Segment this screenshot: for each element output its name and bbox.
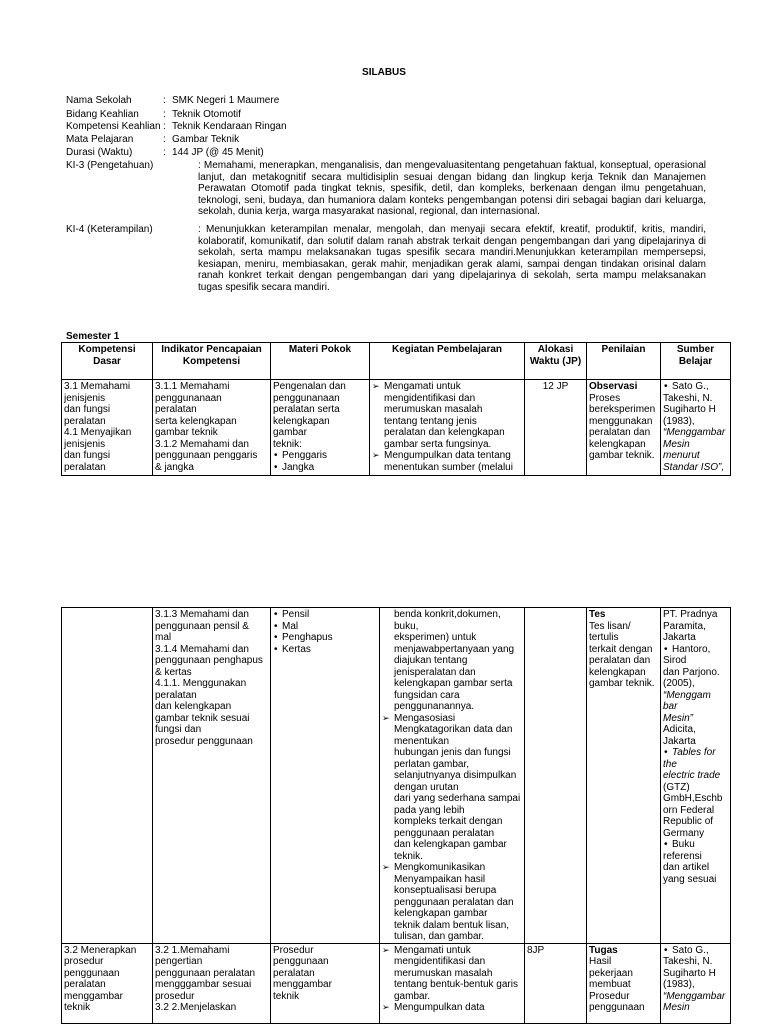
- cell-ipk: [153, 380, 271, 476]
- text-line: dan kelengkapan gambar: [394, 839, 507, 850]
- text-line: Prosedur: [273, 944, 314, 956]
- silabus-table-part2: [61, 607, 731, 1024]
- table-header-row: [62, 343, 731, 380]
- text-line: PT. Pradnya: [663, 609, 718, 620]
- text-line: jenisperalatan dan: [394, 666, 476, 678]
- text-line: pekerjaan: [589, 967, 633, 979]
- list-item: [382, 1002, 522, 1014]
- info-label: Durasi (Waktu): [66, 147, 133, 158]
- text-line: & jangka: [155, 461, 194, 473]
- text-line: Sirod: [663, 655, 687, 666]
- text-line: teknik:: [273, 438, 302, 450]
- cell-kegiatan: [380, 943, 525, 1023]
- text-line: 3.2 2.Menjelaskan: [155, 1002, 237, 1013]
- text-line: mengidentifikasi dan: [384, 392, 476, 404]
- info-value: Teknik Kendaraan Ringan: [172, 121, 287, 132]
- info-value: 144 JP (@ 45 Menit): [172, 147, 264, 158]
- text-line: “Menggam bar: [663, 689, 711, 712]
- ki3-text: : Memahami, menerapkan, menganalisis, dan mengevaluasitentang pengetahuan faktual, konseptual, operasional lanjut, dan metakognitif secara multidisiplin sesuai dengan bidang dan lingkup kerja Teknik dan Manajemen Perawatan Otomotif pada tingkat teknis, spesifik, detil, dan kompleks, berkenaan dengan ilmu pengetahuan, teknologi, seni, budaya, dan humaniora dalam konteks pengembangan potensi diri sebagai bagian dari keluarga, sekolah, dunia kerja, warga masyarakat nasional, regional, dan internasional.: [198, 160, 706, 217]
- text-line: penggunaan penggaris: [155, 450, 258, 461]
- text-line: penggunaan peralatan: [394, 827, 495, 839]
- text-line: penggunaan pensil &: [155, 620, 249, 632]
- text-line: Tugas: [589, 944, 618, 956]
- list-item: [382, 862, 522, 943]
- text-line: kelengkapan gambar: [394, 908, 488, 919]
- text-line: kelengkapan: [589, 438, 646, 450]
- text-line: kelengkapan: [273, 415, 330, 427]
- text-line: peralatan: [64, 415, 106, 427]
- bullet-list: [663, 945, 728, 957]
- cell-sumber: [661, 943, 731, 1023]
- list-item: [372, 450, 522, 473]
- text-line: the: [663, 758, 677, 770]
- page-title: SILABUS: [362, 67, 406, 78]
- text-line: gambar teknik.: [589, 450, 655, 461]
- text-line: “Menggambar: [663, 990, 726, 1002]
- cell-penilaian: [587, 608, 661, 944]
- text-line: penggunaan penghapus: [155, 655, 263, 666]
- text-line: 3.1.1 Memahami: [155, 381, 230, 392]
- text-line: gambar: [273, 427, 307, 438]
- info-value: Gambar Teknik: [172, 134, 240, 145]
- text-line: pada yang lebih: [394, 804, 465, 816]
- info-label: Nama Sekolah: [66, 95, 132, 106]
- cell-alokasi: [525, 608, 587, 944]
- text-line: penggunaan: [273, 956, 329, 967]
- text-line: konseptualisasi berupa: [394, 885, 497, 896]
- list-item: • Pensil: [273, 609, 377, 621]
- text-line: eksperimen) untuk: [394, 632, 477, 643]
- text-line: ➢ Mengumpulkan data tentang: [384, 450, 511, 461]
- text-line: Jakarta: [663, 632, 696, 643]
- text-line: (1983),: [663, 979, 695, 990]
- header-materi: Materi Pokok: [271, 343, 370, 380]
- text-line: referensi: [663, 850, 702, 862]
- cell-materi: [271, 943, 380, 1023]
- header-ipk: Indikator Pencapaian Kompetensi: [153, 343, 271, 380]
- info-colon: :: [163, 109, 166, 120]
- ki3-label: KI-3 (Pengetahuan): [66, 160, 154, 171]
- text-line: GmbH,Eschb: [663, 793, 723, 804]
- text-line: Proses: [589, 392, 621, 404]
- text-line: Adicita,: [663, 724, 696, 735]
- list-item: • Sato G.,: [663, 381, 728, 393]
- cell-alokasi: 8JP: [525, 943, 587, 1023]
- text-line: menggambar: [273, 979, 332, 990]
- text-line: selanjutnyanya disimpulkan: [394, 770, 517, 781]
- list-item: • Penggaris: [273, 450, 367, 462]
- text-line: menggambar: [64, 990, 123, 1002]
- text-line: (1983),: [663, 415, 695, 427]
- text-line: dari yang sederhana sampai: [394, 793, 521, 804]
- cell-penilaian: [587, 943, 661, 1023]
- text-line: 3.1 Memahami: [64, 381, 131, 392]
- list-item: • Kertas: [273, 644, 377, 656]
- text-line: Pengenalan dan: [273, 381, 346, 392]
- text-line: menentukan: [394, 735, 450, 747]
- text-line: penggunanaan: [273, 392, 340, 404]
- text-line: Tes: [589, 609, 606, 620]
- text-line: pengertian: [155, 956, 203, 967]
- text-line: penggunaan: [589, 1002, 645, 1013]
- text-line: Republic of: [663, 816, 714, 827]
- text-line: mengggambar sesuai: [155, 979, 252, 990]
- text-line: merumuskan masalah: [384, 404, 483, 415]
- list-item: • Hantoro,: [663, 644, 728, 656]
- text-line: “Menggambar: [663, 427, 726, 438]
- list-item: [382, 945, 522, 1003]
- list-item: • Buku: [663, 839, 728, 851]
- text-line: teknik dalam bentuk lisan,: [394, 919, 510, 931]
- text-line: 3.1.3 Memahami dan: [155, 609, 249, 620]
- info-label: Mata Pelajaran: [66, 134, 134, 145]
- text-line: teknik: [273, 990, 300, 1002]
- text-line: peralatan: [64, 979, 106, 990]
- info-label: Bidang Keahlian: [66, 109, 139, 120]
- header-kegiatan: Kegiatan Pembelajaran: [370, 343, 525, 380]
- text-line: Prosedur: [589, 990, 630, 1002]
- text-line: kelengkapan gambar serta: [394, 678, 513, 689]
- text-line: gambar serta fungsinya.: [384, 438, 492, 450]
- text-line: perlatan gambar,: [394, 758, 470, 770]
- cell-penilaian: [587, 380, 661, 476]
- text-line: ➢ Mengamati untuk: [384, 381, 461, 392]
- list-item: [382, 713, 522, 863]
- cell-kegiatan: [370, 380, 525, 476]
- text-line: benda konkrit,dokumen, buku,: [394, 609, 501, 632]
- text-line: dan fungsi: [64, 404, 111, 415]
- list-item: [372, 381, 522, 450]
- text-line: tentang bentuk-bentuk garis: [394, 979, 518, 990]
- silabus-table-part1: [61, 342, 731, 476]
- text-line: serta kelengkapan: [155, 415, 237, 427]
- text-line: jenisjenis: [64, 392, 106, 404]
- list-item: • Jangka: [273, 462, 367, 474]
- arrow-list: [382, 945, 522, 1014]
- cell-ipk: [153, 943, 271, 1023]
- text-line: mengidentifikasi dan: [394, 956, 486, 967]
- text-line: yang sesuai: [663, 873, 717, 885]
- cell-kd: [62, 608, 153, 944]
- cell-materi: [271, 380, 370, 476]
- list-item: • Penghapus: [273, 632, 377, 644]
- text-line: (2005),: [663, 678, 695, 689]
- text-line: Mesin: [663, 1002, 690, 1013]
- text-line: gambar teknik.: [589, 678, 655, 689]
- info-colon: :: [163, 147, 166, 158]
- text-line: (GTZ): [663, 781, 690, 793]
- text-line: fungsidan cara: [394, 689, 460, 701]
- cell-sumber: [661, 380, 731, 476]
- text-line: Takeshi, N.: [663, 956, 713, 967]
- text-line: Takeshi, N.: [663, 392, 713, 404]
- header-alokasi: Alokasi Waktu (JP): [525, 343, 587, 380]
- kegiatan-continuation: [382, 609, 522, 713]
- text-line: peralatan dan: [589, 655, 651, 666]
- text-line: gambar.: [394, 990, 431, 1002]
- text-line: peralatan dan: [589, 427, 651, 438]
- text-line: Sugiharto H: [663, 967, 716, 979]
- ki4-text: : Menunjukkan keterampilan menalar, mengolah, dan menyaji secara efektif, kreatif, produktif, kritis, mandiri, kolaboratif, komunikatif, dan solutif dalam ranah abstrak terkait dengan pengembangan dari yang dipelajarinya di sekolah, serta mampu melaksanakan tugas spesifik secara mandiri.Menunjukkan keterampilan mempersepsi, kesiapan, meniru, membiasakan, gerak mahir, menjadikan gerak alami, sampai dengan tindakan orisinal dalam ranah konkret terkait dengan pengembangan dari yang dipelajarinya di sekolah, serta mampu melaksanakan tugas spesifik secara mandiri.: [198, 224, 706, 293]
- bullet-list: [663, 644, 728, 656]
- text-line: dan Parjono.: [663, 666, 720, 678]
- text-line: kompleks terkait dengan: [394, 816, 503, 827]
- text-line: Jakarta: [663, 735, 696, 747]
- text-line: Tes lisan/: [589, 620, 631, 632]
- text-line: tentang tentang jenis: [384, 415, 477, 427]
- text-line: 4.1 Menyajikan: [64, 427, 132, 438]
- text-line: fungsi dan: [155, 724, 202, 735]
- text-line: 3.1.2 Memahami dan: [155, 438, 249, 450]
- header-kd: Kompetensi Dasar: [62, 343, 153, 380]
- cell-kd: [62, 380, 153, 476]
- text-line: gambar teknik: [155, 427, 218, 438]
- semester-label: Semester 1: [66, 331, 120, 342]
- text-line: Germany: [663, 827, 705, 839]
- text-line: jenisjenis: [64, 438, 106, 450]
- text-line: Mengkatagorikan data dan: [394, 724, 513, 735]
- text-line: ➢ Mengasosiasi: [394, 712, 456, 724]
- cell-kd: [62, 943, 153, 1023]
- bullet-list: [273, 450, 367, 473]
- cell-ipk: [153, 608, 271, 944]
- table-row: [62, 380, 731, 476]
- arrow-list: [382, 713, 522, 943]
- text-line: Mesin”: [663, 712, 694, 724]
- list-item: • Sato G.,: [663, 945, 728, 957]
- text-line: Standar ISO”,: [663, 461, 725, 473]
- text-line: menentukan sumber (melalui: [384, 461, 513, 473]
- text-line: ➢ Mengamati untuk: [394, 944, 471, 956]
- text-line: kelengkapan: [589, 666, 646, 678]
- info-colon: :: [163, 134, 166, 145]
- text-line: Sugiharto H: [663, 404, 716, 415]
- text-line: dengan urutan: [394, 781, 459, 793]
- text-line: 3.2 Menerapkan: [64, 944, 137, 956]
- text-line: tulisan, dan gambar.: [394, 931, 485, 942]
- text-line: dan kelengkapan: [155, 701, 232, 712]
- text-line: dan fungsi: [64, 450, 111, 461]
- info-colon: :: [163, 95, 166, 106]
- cell-sumber: [661, 608, 731, 944]
- cell-materi: [271, 608, 380, 944]
- bullet-list: [663, 747, 728, 759]
- text-line: tertulis: [589, 632, 619, 643]
- text-line: 4.1.1. Menggunakan: [155, 678, 247, 689]
- header-penilaian: Penilaian: [587, 343, 661, 380]
- info-value: SMK Negeri 1 Maumere: [172, 95, 280, 106]
- text-line: merumuskan masalah: [394, 967, 493, 979]
- text-line: peralatan: [64, 461, 106, 473]
- text-line: diajukan tentang: [394, 655, 468, 666]
- text-line: Menyampaikan hasil: [394, 873, 486, 885]
- text-line: menurut: [663, 450, 700, 461]
- table-row: [62, 943, 731, 1023]
- text-line: peralatan: [155, 689, 197, 701]
- text-line: menggunakan: [589, 415, 653, 427]
- arrow-list: [372, 381, 522, 473]
- text-line: Hasil: [589, 956, 612, 967]
- table-row: [62, 608, 731, 944]
- text-line: peralatan: [155, 404, 197, 415]
- info-value: Teknik Otomotif: [172, 109, 241, 120]
- list-item: • Tables for: [663, 747, 728, 759]
- text-line: penggunaan peralatan: [155, 967, 256, 979]
- cell-kegiatan: [380, 608, 525, 944]
- text-line: Paramita,: [663, 620, 706, 632]
- text-line: peralatan: [273, 967, 315, 979]
- text-line: terkait dengan: [589, 643, 653, 655]
- text-line: ➢ Mengumpulkan data: [394, 1002, 485, 1013]
- text-line: penggunanaan: [155, 392, 222, 404]
- text-line: electric trade: [663, 770, 721, 781]
- text-line: penggunaan: [64, 967, 120, 979]
- bullet-list: [663, 839, 728, 851]
- text-line: 3.1.4 Memahami dan: [155, 643, 249, 655]
- info-label: Kompetensi Keahlian: [66, 121, 161, 132]
- text-line: dan artikel: [663, 862, 710, 873]
- list-item: • Mal: [273, 621, 377, 633]
- text-line: ➢ Mengkomunikasikan: [394, 862, 486, 873]
- text-line: penggunaan peralatan dan: [394, 896, 514, 908]
- ki4-label: KI-4 (Keterampilan): [66, 224, 153, 235]
- text-line: Mesin: [663, 438, 690, 450]
- info-colon: :: [163, 121, 166, 132]
- bullet-list: [273, 609, 377, 655]
- text-line: 3.2 1.Memahami: [155, 944, 230, 956]
- text-line: & kertas: [155, 666, 192, 678]
- cell-alokasi: 12 JP: [525, 380, 587, 476]
- text-line: mal: [155, 632, 172, 643]
- text-line: prosedur: [64, 956, 104, 967]
- text-line: teknik.: [394, 850, 423, 862]
- text-line: hubungan jenis dan fungsi: [394, 747, 511, 758]
- text-line: teknik: [64, 1002, 91, 1013]
- text-line: orn Federal: [663, 804, 715, 816]
- text-line: bereksperimen: [589, 404, 656, 415]
- text-line: peralatan dan kelengkapan: [384, 427, 505, 438]
- text-line: penggunanannya.: [394, 701, 475, 712]
- text-line: gambar teknik sesuai: [155, 712, 250, 724]
- text-line: Observasi: [589, 381, 638, 392]
- text-line: membuat: [589, 979, 631, 990]
- header-sumber: Sumber Belajar: [661, 343, 731, 380]
- text-line: prosedur: [155, 990, 195, 1002]
- bullet-list: [663, 381, 728, 393]
- text-line: prosedur penggunaan: [155, 735, 253, 747]
- text-line: peralatan serta: [273, 404, 340, 415]
- text-line: menjawabpertanyaan yang: [394, 643, 515, 655]
